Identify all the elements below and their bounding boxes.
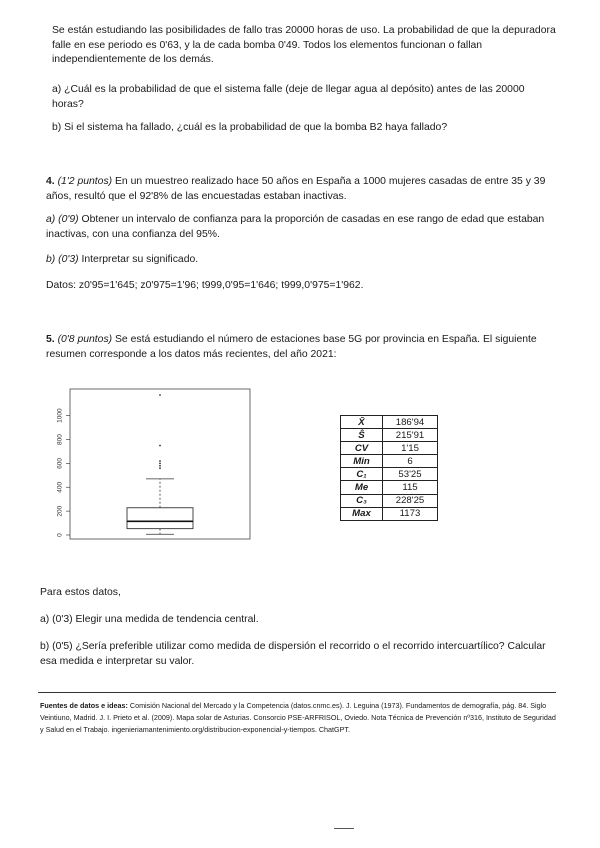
stat-value: 115 [383,481,438,494]
question-4b-text: Interpretar su significado. [81,254,199,265]
outlier-point [159,445,161,447]
question-5-points: (0'8 puntos) [57,334,113,345]
y-tick-label: 200 [56,505,64,517]
stats-row [341,416,438,429]
question-4b-points: b) (0'3) [46,254,79,265]
outlier-point [159,462,161,464]
question-4-text: En un muestreo realizado hace 50 años en España a 1000 mujeres casadas de entre 35 y 39 años, resultó que el 92'8% de las encuestadas estaban inactivas. [46,176,546,202]
footer-label: Fuentes de datos e ideas: [40,701,128,710]
question-5-text: Se está estudiando el número de estaciones base 5G por provincia en España. El siguiente resumen corresponde a los datos más recientes, del año 2021: [46,334,537,360]
question-3a: a) ¿Cuál es la probabilidad de que el sistema falle (deje de llegar agua al depósito) antes de las 20000 horas? [52,84,525,110]
stats-row [341,507,438,520]
outlier-point [159,394,161,396]
question-4-data: Datos: z0'95=1'645; z0'975=1'96; t999,0'95=1'646; t999,0'975=1'962. [46,280,364,291]
stat-value: 228'25 [383,494,438,507]
stat-label: Min [341,455,383,468]
footer-divider [38,692,556,693]
stats-row [341,468,438,481]
stats-row [341,494,438,507]
stat-label: Max [341,507,383,520]
summary-stats-table [340,415,438,521]
outlier-point [159,465,161,467]
stat-label: Ŝ [341,429,383,442]
question-4 [46,175,556,204]
stat-value: 53'25 [383,468,438,481]
footer-text: Comisión Nacional del Mercado y la Competencia (datos.cnmc.es). J. Leguina (1973). Fundamentos de demografía, pág. 84. Siglo Veintiuno, Madrid. J. I. Prieto et al. (2009). Mapa solar de Asturias. Consorcio PSE-ARFRISOL, Oviedo. Nota Técnica de Prevención nº316, Instituto de Seguridad y Salud en el Trabajo. ingenieriamantenimiento.org/distribucion-exponencial-y-tiempos. ChatGPT. [40,701,556,734]
question-4a-text: Obtener un intervalo de confianza para la proporción de casadas en ese rango de edad que estaban inactivas, con una confianza del 95%. [46,214,545,240]
stat-label: Me [341,481,383,494]
page-mark [334,828,354,829]
y-tick-label: 800 [56,434,64,445]
y-tick-label: 0 [56,533,64,537]
boxplot-chart [48,385,254,547]
question-5b: b) (0'5) ¿Sería preferible utilizar como medida de dispersión el recorrido o el recorrido intercuartílico? Calcular esa medida e interpretar su valor. [40,641,546,667]
question-5 [46,333,556,362]
stats-row [341,442,438,455]
footer-sources [40,700,556,736]
question-4a [46,213,556,242]
question-5-intro: Para estos datos, [40,587,121,598]
stat-value: 215'91 [383,429,438,442]
stat-label: C₃ [341,494,383,507]
y-tick-label: 600 [56,457,64,469]
stat-label: X̄ [341,416,383,429]
stats-row [341,455,438,468]
question-4-number: 4. [46,176,55,187]
question-3b: b) Si el sistema ha fallado, ¿cuál es la probabilidad de que la bomba B2 haya fallado? [52,122,448,133]
iqr-box [127,508,193,529]
question-4a-points: a) (0'9) [46,214,79,225]
y-tick-label: 1000 [56,408,64,423]
stats-row [341,481,438,494]
stat-label: C₁ [341,468,383,481]
question-5a: a) (0'3) Elegir una medida de tendencia central. [40,614,259,625]
question-5-number: 5. [46,334,55,345]
stat-value: 1173 [383,507,438,520]
stat-value: 186'94 [383,416,438,429]
stat-label: CV [341,442,383,455]
outlier-point [159,460,161,462]
y-tick-label: 400 [56,481,64,493]
outlier-point [159,467,161,469]
question-4-points: (1'2 puntos) [57,176,113,187]
stat-value: 6 [383,455,438,468]
problem-intro: Se están estudiando las posibilidades de fallo tras 20000 horas de uso. La probabilidad de que la depuradora falle en ese periodo es 0'63, y la de cada bomba 0'49. Todos los elementos funcionan o fallan independientemente de los demás. [52,25,556,65]
stats-row [341,429,438,442]
question-4b [46,253,556,268]
stat-value: 1'15 [383,442,438,455]
